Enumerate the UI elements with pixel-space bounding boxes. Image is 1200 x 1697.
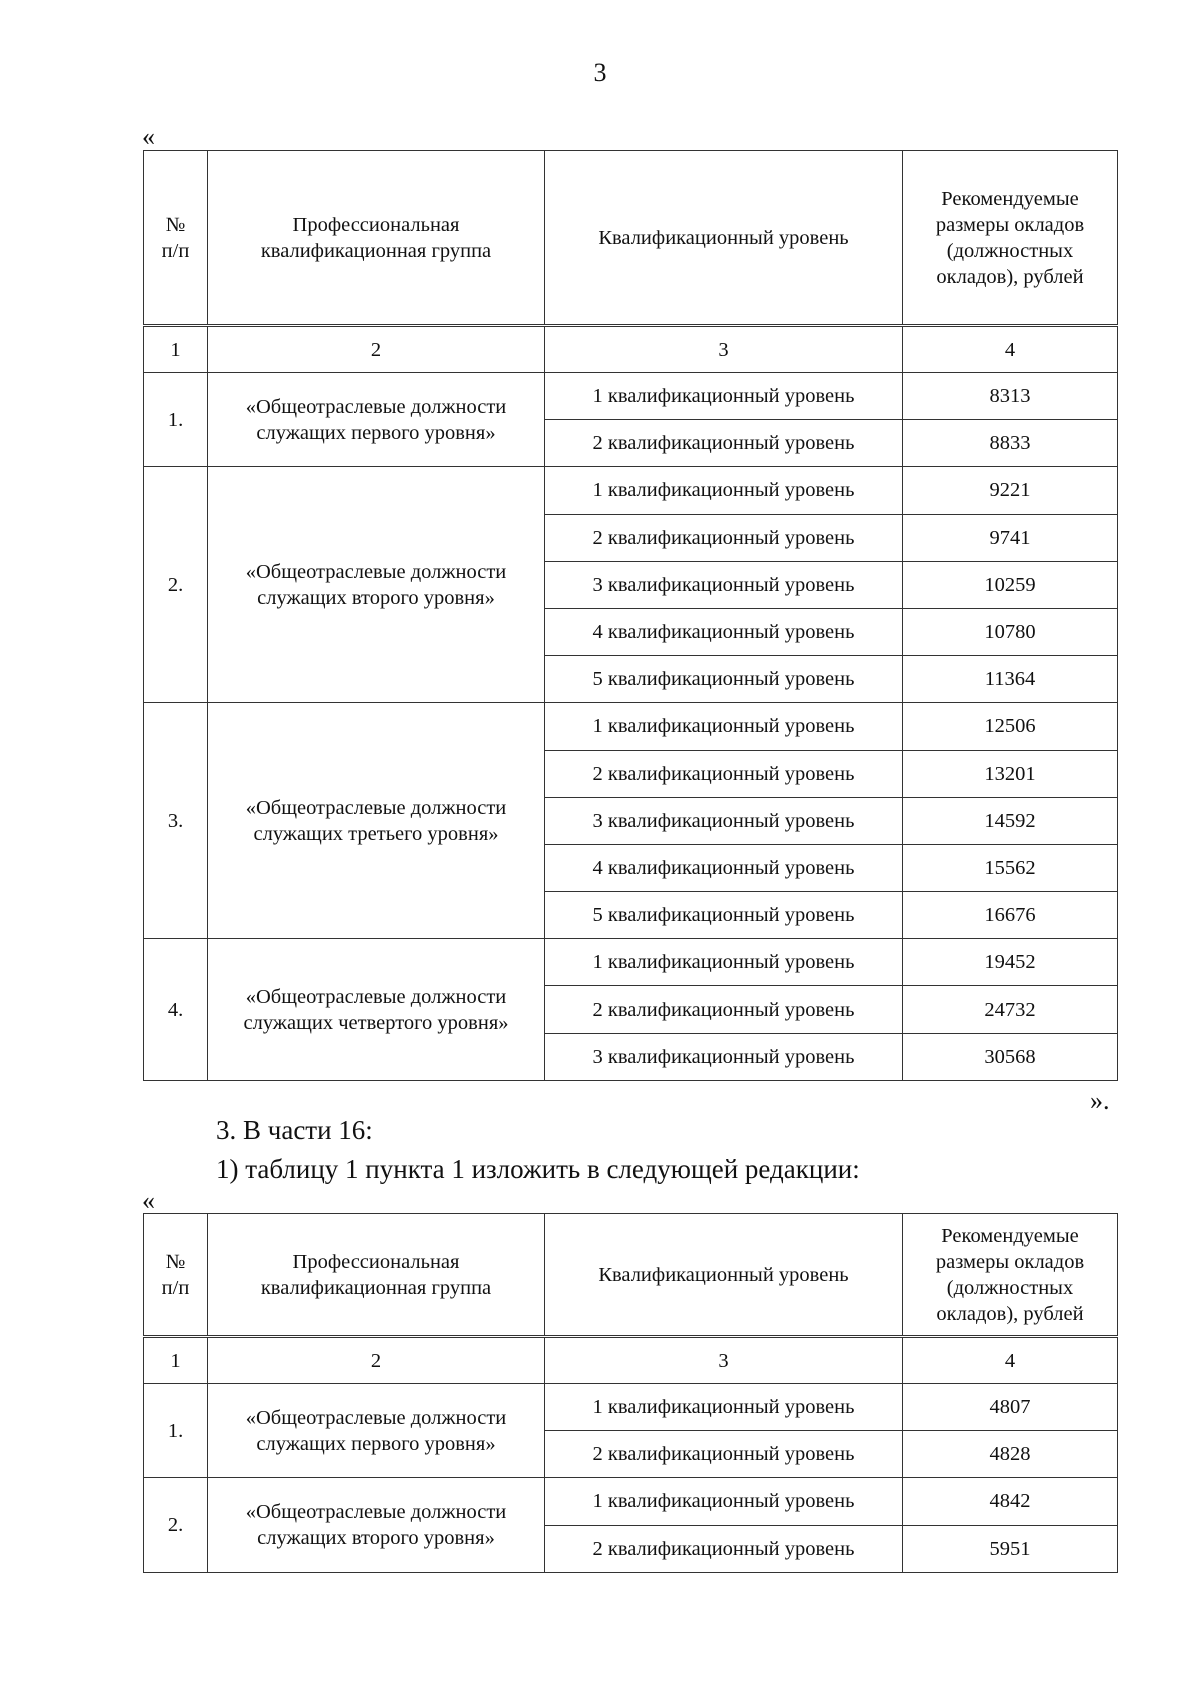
salary-table-1: [143, 150, 1118, 1081]
qualification-level: [545, 608, 903, 655]
column-number-1-text: 1: [170, 1349, 181, 1372]
salary-value: [903, 561, 1118, 608]
column-header-2: [208, 1214, 545, 1337]
group-number: [144, 939, 208, 1081]
column-header-4-text: Рекомендуемые размеры окладов (должностных окладов), рублей: [935, 187, 1085, 288]
salary-value: [903, 797, 1118, 844]
column-number-4: [903, 1337, 1118, 1384]
salary-value: [903, 373, 1118, 420]
qualification-level: [545, 750, 903, 797]
qualification-level: [545, 514, 903, 561]
salary-value-text: 8313: [989, 385, 1031, 408]
salary-value: [903, 703, 1118, 750]
salary-value-text: 9741: [989, 526, 1031, 549]
qualification-level: [545, 797, 903, 844]
salary-value-text: 15562: [984, 856, 1036, 879]
salary-value: [903, 1525, 1118, 1572]
qualification-level: [545, 844, 903, 891]
qualification-level-text: 4 квалификационный уровень: [592, 856, 855, 879]
qualification-level-text: 1 квалификационный уровень: [592, 1490, 855, 1513]
column-number-4: [903, 326, 1118, 373]
qualification-level-text: 1 квалификационный уровень: [592, 951, 855, 974]
column-number-row: [144, 1337, 1118, 1384]
qualification-level: [545, 467, 903, 514]
salary-value: [903, 1431, 1118, 1478]
group-name-text: «Общеотраслевые должности служащих первого уровня»: [245, 1406, 507, 1455]
group-name-text: «Общеотраслевые должности служащих четвертого уровня»: [243, 985, 509, 1034]
salary-value: [903, 656, 1118, 703]
salary-value-text: 12506: [984, 715, 1036, 738]
group-number-text: 3.: [167, 809, 184, 832]
table-row: [144, 1384, 1118, 1431]
qualification-level-text: 3 квалификационный уровень: [592, 809, 855, 832]
salary-value-text: 14592: [984, 809, 1036, 832]
salary-value: [903, 939, 1118, 986]
table-row: [144, 1478, 1118, 1525]
salary-value: [903, 467, 1118, 514]
salary-value-text: 13201: [984, 762, 1036, 785]
column-header-4: [903, 151, 1118, 326]
group-number: [144, 467, 208, 703]
table-row: [144, 373, 1118, 420]
salary-value-text: 9221: [989, 479, 1031, 502]
qualification-level: [545, 420, 903, 467]
group-name: [208, 1478, 545, 1572]
header-row: [144, 1214, 1118, 1337]
table-row: [144, 703, 1118, 750]
qualification-level: [545, 373, 903, 420]
qualification-level-text: 5 квалификационный уровень: [592, 904, 855, 927]
column-header-1: [144, 1214, 208, 1337]
table-row: [144, 939, 1118, 986]
column-header-1: [144, 151, 208, 326]
group-name-text: «Общеотраслевые должности служащих первого уровня»: [245, 395, 507, 444]
salary-value-text: 16676: [984, 904, 1036, 927]
qualification-level: [545, 1478, 903, 1525]
column-number-3-text: 3: [718, 1349, 729, 1372]
column-header-2-text: Профессиональная квалификационная группа: [260, 1250, 492, 1299]
group-number-text: 4.: [167, 998, 184, 1021]
qualification-level-text: 1 квалификационный уровень: [592, 479, 855, 502]
qualification-level: [545, 986, 903, 1033]
qualification-level: [545, 1525, 903, 1572]
column-header-4-text: Рекомендуемые размеры окладов (должностных окладов), рублей: [935, 1224, 1085, 1325]
qualification-level-text: 2 квалификационный уровень: [592, 526, 855, 549]
qualification-level-text: 2 квалификационный уровень: [592, 432, 855, 455]
salary-value-text: 10780: [984, 621, 1036, 644]
salary-value: [903, 514, 1118, 561]
group-number-text: 2.: [167, 573, 184, 596]
salary-value-text: 10259: [984, 573, 1036, 596]
qualification-level-text: 2 квалификационный уровень: [592, 762, 855, 785]
salary-value-text: 4807: [989, 1396, 1031, 1419]
group-number: [144, 703, 208, 939]
group-name: [208, 703, 545, 939]
column-header-2-text: Профессиональная квалификационная группа: [260, 213, 492, 262]
qualification-level-text: 1 квалификационный уровень: [592, 715, 855, 738]
column-number-3-text: 3: [718, 338, 729, 361]
qualification-level: [545, 561, 903, 608]
salary-value-text: 4842: [989, 1490, 1031, 1513]
column-number-3: [545, 1337, 903, 1384]
qualification-level-text: 2 квалификационный уровень: [592, 1443, 855, 1466]
group-name: [208, 373, 545, 467]
qualification-level-text: 3 квалификационный уровень: [592, 1045, 855, 1068]
qualification-level: [545, 939, 903, 986]
column-header-2: [208, 151, 545, 326]
group-number-text: 2.: [167, 1514, 184, 1537]
column-number-2-text: 2: [370, 338, 382, 361]
salary-value: [903, 1033, 1118, 1080]
column-number-2: [208, 1337, 545, 1384]
column-header-1-text: № п/п: [161, 1250, 190, 1299]
qualification-level-text: 2 квалификационный уровень: [592, 998, 855, 1021]
qualification-level-text: 2 квалификационный уровень: [592, 1537, 855, 1560]
section-instruction: 1) таблицу 1 пункта 1 изложить в следующей редакции:: [216, 1154, 860, 1184]
qualification-level: [545, 656, 903, 703]
salary-value: [903, 750, 1118, 797]
column-header-1-text: № п/п: [161, 213, 190, 262]
salary-value: [903, 420, 1118, 467]
salary-value-text: 4828: [989, 1443, 1031, 1466]
qualification-level: [545, 1033, 903, 1080]
salary-value: [903, 608, 1118, 655]
qualification-level-text: 5 квалификационный уровень: [592, 668, 855, 691]
qualification-level-text: 1 квалификационный уровень: [592, 385, 855, 408]
column-number-3: [545, 326, 903, 373]
group-name-text: «Общеотраслевые должности служащих второго уровня»: [245, 560, 507, 609]
salary-table-2: [143, 1213, 1118, 1573]
qualification-level-text: 3 квалификационный уровень: [592, 573, 855, 596]
salary-value: [903, 844, 1118, 891]
salary-value-text: 19452: [984, 951, 1036, 974]
column-number-1-text: 1: [170, 338, 181, 361]
salary-value: [903, 1478, 1118, 1525]
salary-value: [903, 1384, 1118, 1431]
column-number-2: [208, 326, 545, 373]
table-row: [144, 467, 1118, 514]
column-number-4-text: 4: [1004, 1349, 1016, 1372]
group-name-text: «Общеотраслевые должности служащих третьего уровня»: [245, 796, 507, 845]
open-quote-1: «: [142, 122, 155, 151]
salary-value-text: 24732: [984, 998, 1036, 1021]
column-number-4-text: 4: [1004, 338, 1016, 361]
group-number: [144, 1478, 208, 1572]
group-number: [144, 1384, 208, 1478]
group-name: [208, 939, 545, 1081]
group-number-text: 1.: [167, 1419, 184, 1442]
page-number: 3: [593, 58, 607, 87]
qualification-level: [545, 1431, 903, 1478]
salary-value: [903, 892, 1118, 939]
salary-value-text: 30568: [984, 1045, 1036, 1068]
section-heading: 3. В части 16:: [216, 1115, 373, 1145]
salary-value: [903, 986, 1118, 1033]
column-number-2-text: 2: [370, 1349, 382, 1372]
column-header-4: [903, 1214, 1118, 1337]
salary-value-text: 11364: [984, 668, 1036, 691]
salary-value-text: 8833: [989, 432, 1031, 455]
group-number-text: 1.: [167, 408, 184, 431]
open-quote-2: «: [142, 1186, 155, 1215]
qualification-level: [545, 1384, 903, 1431]
column-header-3: [545, 1214, 903, 1337]
column-number-1: [144, 326, 208, 373]
group-name: [208, 467, 545, 703]
close-quote-1: ».: [1090, 1086, 1110, 1115]
header-row: [144, 151, 1118, 326]
salary-value-text: 5951: [989, 1537, 1031, 1560]
column-header-3: [545, 151, 903, 326]
group-name: [208, 1384, 545, 1478]
qualification-level: [545, 892, 903, 939]
qualification-level: [545, 703, 903, 750]
group-number: [144, 373, 208, 467]
column-number-row: [144, 326, 1118, 373]
qualification-level-text: 4 квалификационный уровень: [592, 621, 855, 644]
group-name-text: «Общеотраслевые должности служащих второго уровня»: [245, 1501, 507, 1550]
qualification-level-text: 1 квалификационный уровень: [592, 1396, 855, 1419]
column-header-3-text: Квалификационный уровень: [598, 1263, 849, 1286]
column-number-1: [144, 1337, 208, 1384]
column-header-3-text: Квалификационный уровень: [598, 226, 849, 249]
